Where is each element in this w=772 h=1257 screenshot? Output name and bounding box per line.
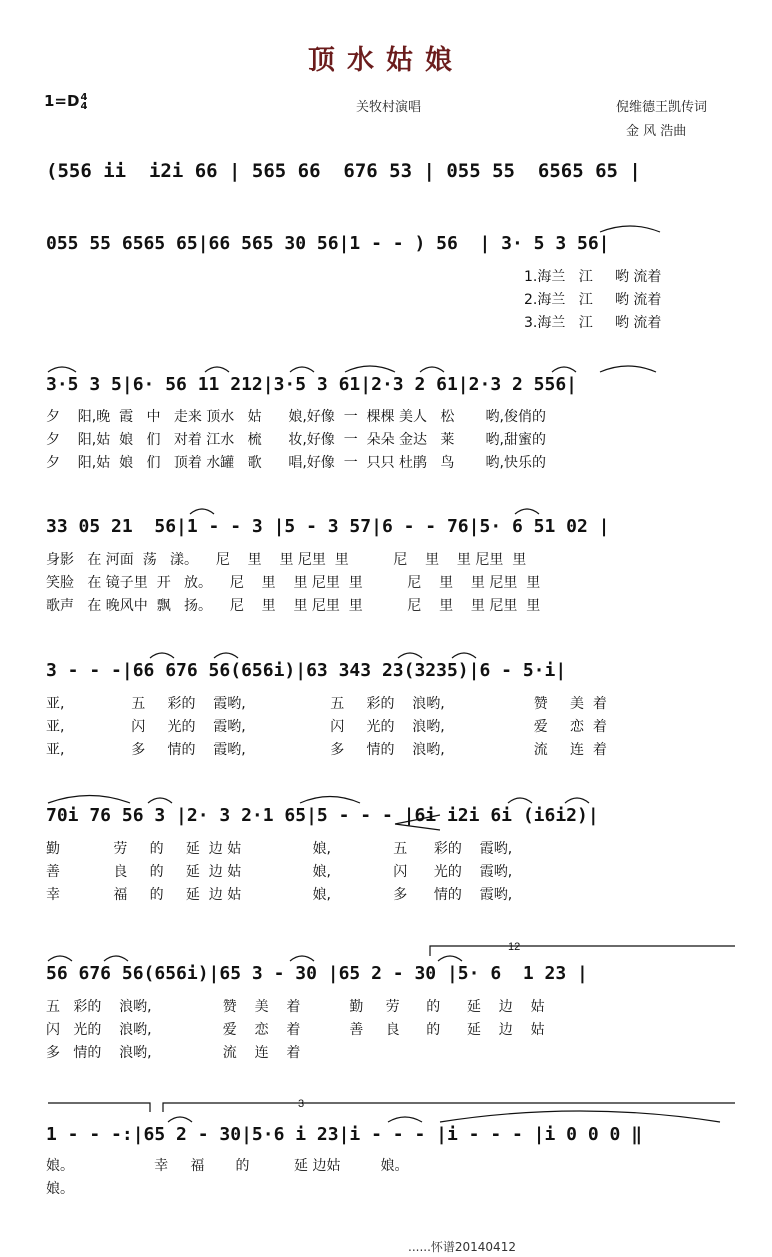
slur-arc [565,798,589,803]
slur-arc [150,653,174,658]
lyric-row7-verse1: 五 彩的 浪哟, 赞 美 着 勤 劳 的 延 边 姑 [46,999,545,1015]
notation-row-1: (556 ii i2i 66 | 565 66 676 53 | 055 55 6565 65 | [46,160,641,182]
volta-label-12: 12 [508,941,521,953]
volta-bracket-3 [163,1103,735,1112]
lyric-row5-verse3: 亚, 多 情的 霞哟, 多 情的 浪哟, 流 连 着 [46,742,607,758]
slur-arc [205,367,229,372]
time-top: 4 [80,91,88,103]
lyric-intro-3: 3.海兰 江 哟 流着 [524,315,662,331]
lyric-row6-verse1: 勤 劳 的 延 边 姑 娘, 五 彩的 霞哟, [46,841,513,857]
lyric-row5-verse1: 亚, 五 彩的 霞哟, 五 彩的 浪哟, 赞 美 着 [46,696,607,712]
slur-arc [148,798,172,803]
crescendo-hairpin [395,815,440,830]
lyric-row8-verse2: 娘。 [46,1181,74,1197]
lyric-row7-verse2: 闪 光的 浪哟, 爱 恋 着 善 良 的 延 边 姑 [46,1022,545,1038]
notation-row-4: 33 05 21 56|1 - - 3 |5 - 3 57|6 - - 76|5· 6 51 02 | [46,516,610,537]
time-bottom: 4 [80,100,88,112]
key-label: 1=D [44,92,80,110]
watermark-footer: ......怀谱20140412 [408,1240,516,1254]
lyric-row6-verse2: 善 良 的 延 边 姑 娘, 闪 光的 霞哟, [46,864,513,880]
slur-arc [388,1117,422,1122]
slur-arc [438,956,462,961]
lyric-row3-verse3: 夕 阳,姑 娘 们 顶着 水罐 歌 唱,好像 一 只只 杜鹃 鸟 哟,快乐的 [46,455,547,471]
slur-arc [398,653,422,658]
slur-arc [420,367,444,372]
lyric-row4-verse2: 笑脸 在 镜子里 开 放。 尼 里 里 尼里 里 尼 里 里 尼里 里 [46,575,541,591]
lyric-row5-verse2: 亚, 闪 光的 霞哟, 闪 光的 浪哟, 爱 恋 着 [46,719,607,735]
volta-bracket-12 [430,946,735,956]
lyric-row6-verse3: 幸 福 的 延 边 姑 娘, 多 情的 霞哟, [46,887,513,903]
slur-arc [600,226,660,232]
notation-row-5: 3 - - -|66 676 56(656i)|63 343 23(3235)|6 - 5·i| [46,660,567,681]
slur-arc [104,956,128,961]
lyric-row7-verse3: 多 情的 浪哟, 流 连 着 [46,1045,301,1061]
lyric-row4-verse1: 身影 在 河面 荡 漾。 尼 里 里 尼里 里 尼 里 里 尼里 里 [46,552,527,568]
lyric-row8-verse1: 娘。 幸 福 的 延 边姑 娘。 [46,1158,409,1174]
notation-row-8: 1 - - -:|65 2 - 30|5·6 i 23|i - - - |i - - - |i 0 0 0 ‖ [46,1124,643,1145]
lyric-row4-verse3: 歌声 在 晚风中 飘 扬。 尼 里 里 尼里 里 尼 里 里 尼里 里 [46,598,541,614]
volta-label-3: 3 [298,1098,305,1110]
notation-row-6: 70i 76 56 3 |2· 3 2·1 65|5 - - - |6i i2i 6i (i6i2)| [46,805,599,826]
slur-arc [48,367,76,372]
lyric-intro-1: 1.海兰 江 哟 流着 [524,269,662,285]
slur-arc [440,1111,720,1122]
notation-row-3: 3·5 3 5|6· 56 11 212|3·5 3 61|2·3 2 61|2·3 2 556| [46,374,578,395]
slur-arc [214,653,238,658]
slur-arc [48,796,130,804]
lyric-intro-2: 2.海兰 江 哟 流着 [524,292,662,308]
performer-credit: 关牧村演唱 [356,100,422,115]
slur-arc [300,797,360,804]
notation-row-7: 56 676 56(656i)|65 3 - 30 |65 2 - 30 |5· 6 1 23 | [46,963,588,984]
slur-arc [168,1117,192,1122]
song-title: 顶水姑娘 [308,45,464,76]
slur-arc [345,366,395,372]
slur-arc [48,956,72,961]
slur-arc [452,653,476,658]
lyricist-credit: 倪维德王凯传词 [616,100,708,115]
slur-arc [508,798,532,803]
volta-bracket-end [48,1103,150,1112]
lyric-row3-verse1: 夕 阳,晚 霞 中 走来 顶水 姑 娘,好像 一 棵棵 美人 松 哟,俊俏的 [46,409,547,425]
slur-arc [290,956,314,961]
slur-arc [600,366,656,372]
composer-credit: 金 风 浩曲 [626,124,687,139]
slur-arc [515,509,539,514]
lyric-row3-verse2: 夕 阳,姑 娘 们 对着 江水 梳 妆,好像 一 朵朵 金达 莱 哟,甜蜜的 [46,432,547,448]
slur-arc [290,367,314,372]
notation-row-2: 055 55 6565 65|66 565 30 56|1 - - ) 56 | 3· 5 3 56| [46,233,610,254]
slur-arc [552,367,576,372]
slur-arc [190,509,214,514]
